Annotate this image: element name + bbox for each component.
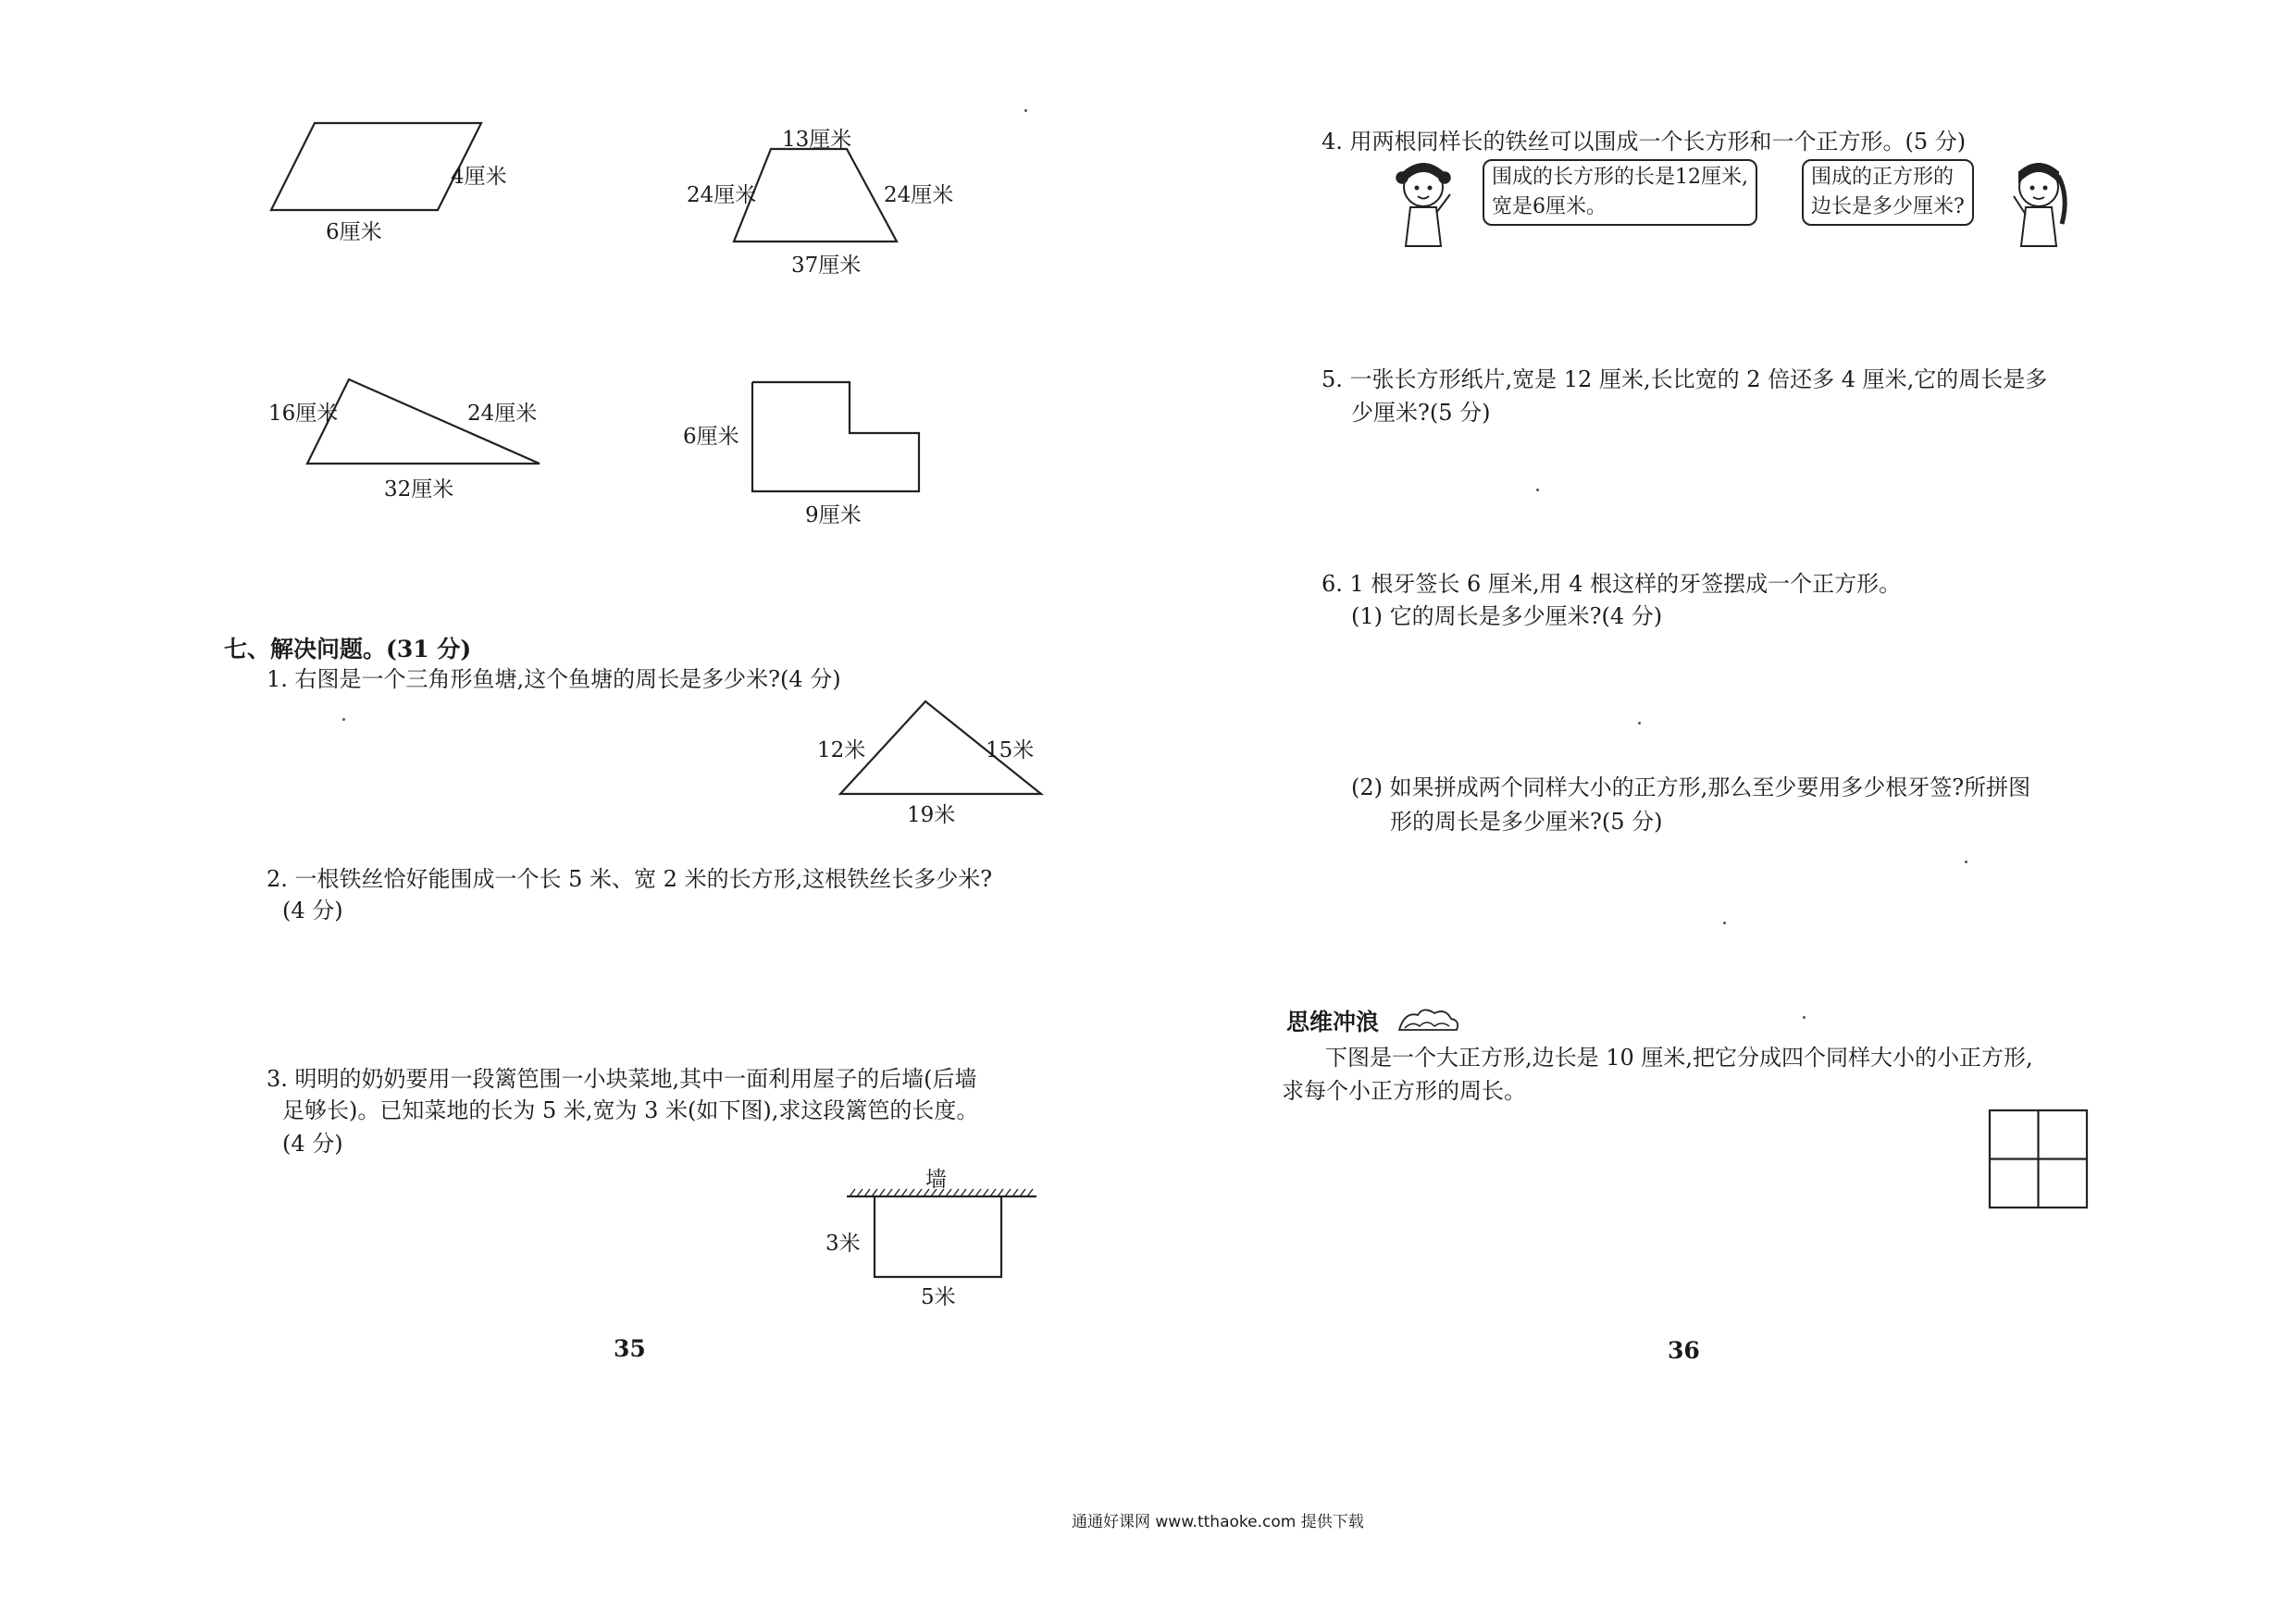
question-3-line-3: (4 分) (282, 1131, 343, 1157)
page-number-right: 36 (1668, 1337, 1700, 1364)
trapezoid-shape (734, 149, 897, 242)
garden-width-label: 5米 (921, 1285, 956, 1309)
challenge-line-2: 求每个小正方形的周长。 (1282, 1078, 1526, 1104)
speech-bubble-rectangle (1483, 159, 1757, 226)
garden-height-label: 3米 (825, 1232, 861, 1256)
speech-bubble-square (1802, 159, 1974, 226)
parallelogram-side-label: 4厘米 (451, 165, 507, 189)
question-1-text: 1. 右图是一个三角形鱼塘,这个鱼塘的周长是多少米?(4 分) (267, 666, 841, 692)
scan-speck (1723, 922, 1726, 924)
question-6-text: 6. 1 根牙签长 6 厘米,用 4 根这样的牙签摆成一个正方形。 (1322, 571, 1902, 597)
bubble-1-line-2: 宽是6厘米。 (1492, 195, 1607, 218)
pond-left-label: 12米 (817, 738, 866, 762)
l-shape (752, 382, 919, 491)
scan-speck (1965, 861, 1967, 863)
wall-label: 墙 (925, 1168, 947, 1192)
question-2-line-1: 2. 一根铁丝恰好能围成一个长 5 米、宽 2 米的长方形,这根铁丝长多少米? (267, 866, 993, 892)
parallelogram-shape (271, 123, 481, 210)
scan-speck (1024, 109, 1027, 112)
divided-square-figure (1985, 1106, 2091, 1212)
girl-left-illustration (1393, 159, 1456, 255)
triangle-left-label: 16厘米 (268, 402, 339, 426)
trapezoid-top-label: 13厘米 (782, 128, 852, 152)
trapezoid-left-label: 24厘米 (687, 183, 757, 207)
scan-speck (1803, 1016, 1806, 1019)
bubble-1-line-1: 围成的长方形的长是12厘米, (1492, 166, 1748, 189)
question-3-line-2: 足够长)。已知菜地的长为 5 米,宽为 3 米(如下图),求这段篱笆的长度。 (282, 1097, 979, 1123)
page-number-left: 35 (614, 1335, 646, 1362)
challenge-line-1: 下图是一个大正方形,边长是 10 厘米,把它分成四个同样大小的小正方形, (1325, 1045, 2033, 1071)
pond-right-label: 15米 (986, 738, 1035, 762)
question-4-text: 4. 用两根同样长的铁丝可以围成一个长方形和一个正方形。(5 分) (1322, 129, 1967, 155)
question-6-sub-2-line-2: 形的周长是多少厘米?(5 分) (1390, 809, 1663, 835)
question-6-sub-1: (1) 它的周长是多少厘米?(4 分) (1351, 603, 1663, 629)
trapezoid-bottom-label: 37厘米 (791, 254, 862, 278)
challenge-title: 思维冲浪 (1286, 1009, 1380, 1035)
footer-credit: 通通好课网 www.tthaoke.com 提供下载 (1072, 1513, 1364, 1531)
scan-speck (342, 718, 345, 721)
bubble-2-line-1: 围成的正方形的 (1811, 166, 1955, 189)
l-shape-height-label: 6厘米 (683, 425, 739, 449)
scan-speck (1638, 722, 1641, 725)
bubble-2-line-2: 边长是多少厘米? (1811, 195, 1965, 218)
triangle-bottom-label: 32厘米 (384, 477, 454, 502)
garden-fence (875, 1196, 1001, 1277)
parallelogram-bottom-label: 6厘米 (326, 220, 382, 244)
question-6-sub-2-line-1: (2) 如果拼成两个同样大小的正方形,那么至少要用多少根牙签?所拼图 (1351, 774, 2031, 800)
trapezoid-right-label: 24厘米 (884, 183, 954, 207)
section-title: 七、解决问题。(31 分) (224, 636, 472, 663)
question-5-line-2: 少厘米?(5 分) (1351, 400, 1491, 426)
wave-icon (1396, 1004, 1462, 1035)
triangle-right-label: 24厘米 (467, 402, 538, 426)
pond-bottom-label: 19米 (907, 803, 956, 827)
question-3-line-1: 3. 明明的奶奶要用一段篱笆围一小块菜地,其中一面利用屋子的后墙(后墙 (267, 1066, 977, 1092)
l-shape-figure (740, 370, 935, 500)
scan-speck (1536, 489, 1539, 491)
question-2-line-2: (4 分) (282, 898, 343, 923)
girl-right-illustration (2006, 159, 2069, 255)
l-shape-width-label: 9厘米 (805, 503, 862, 527)
question-5-line-1: 5. 一张长方形纸片,宽是 12 厘米,长比宽的 2 倍还多 4 厘米,它的周长是多 (1322, 366, 2048, 392)
garden-figure (842, 1184, 1046, 1286)
